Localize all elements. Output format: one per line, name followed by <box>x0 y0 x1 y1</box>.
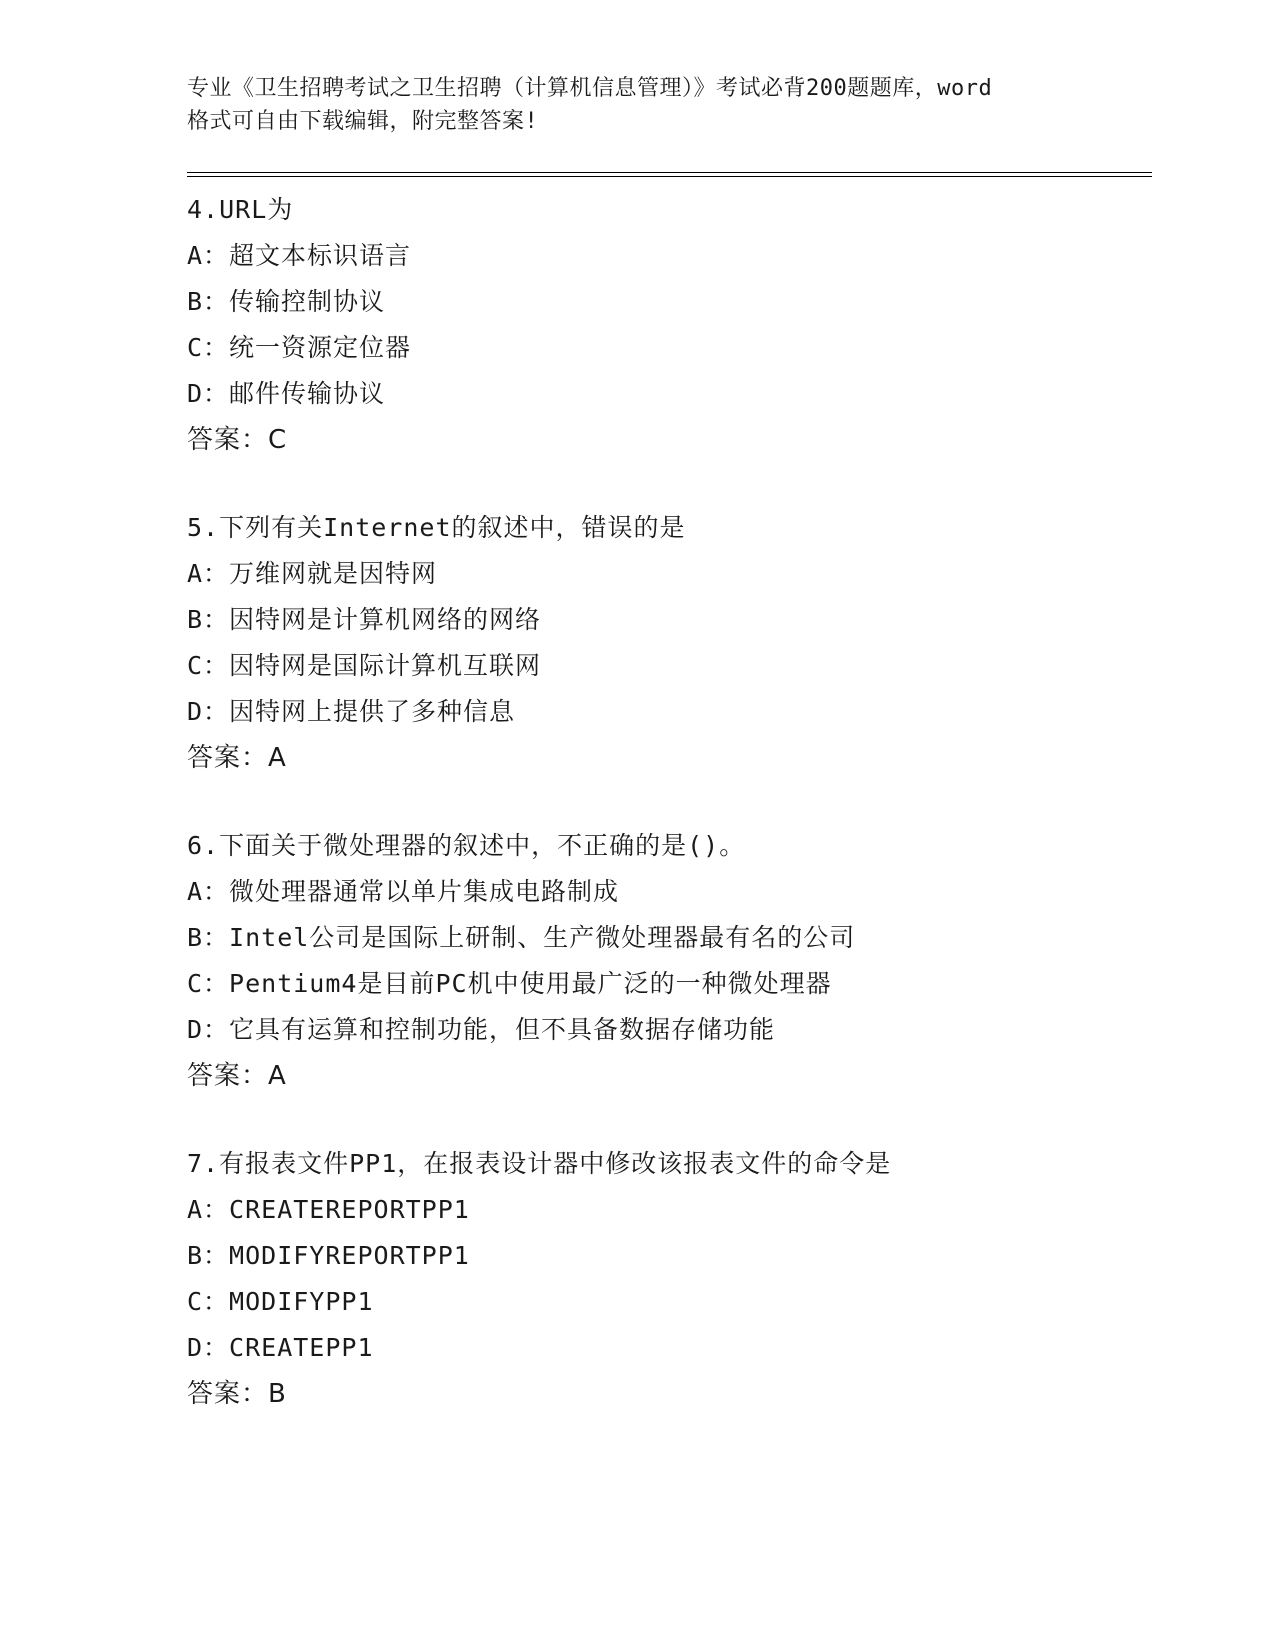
question-stem: 4.URL为 <box>187 195 294 224</box>
option-a: A：CREATEREPORTPP1 <box>187 1195 470 1224</box>
answer-line: 答案：B <box>187 1379 287 1409</box>
option-b: B：传输控制协议 <box>187 287 386 316</box>
document-page <box>187 72 1152 1459</box>
document-header <box>187 72 1087 138</box>
option-d: D：邮件传输协议 <box>187 379 386 408</box>
question-6 <box>187 823 1152 1099</box>
question-stem: 7.有报表文件PP1，在报表设计器中修改该报表文件的命令是 <box>187 1149 892 1178</box>
option-a: A：微处理器通常以单片集成电路制成 <box>187 877 620 906</box>
option-d: D：CREATEPP1 <box>187 1333 374 1362</box>
answer-line: 答案：A <box>187 743 287 773</box>
question-stem: 5.下列有关Internet的叙述中，错误的是 <box>187 513 686 542</box>
option-c: C：因特网是国际计算机互联网 <box>187 651 542 680</box>
question-stem: 6.下面关于微处理器的叙述中，不正确的是()。 <box>187 831 746 860</box>
option-d: D：它具有运算和控制功能，但不具备数据存储功能 <box>187 1015 776 1044</box>
option-d: D：因特网上提供了多种信息 <box>187 697 516 726</box>
question-list <box>187 187 1152 1417</box>
option-b: B：MODIFYREPORTPP1 <box>187 1241 470 1270</box>
question-5 <box>187 505 1152 781</box>
answer-line: 答案：A <box>187 1061 287 1091</box>
answer-line: 答案：C <box>187 425 288 455</box>
option-c: C：统一资源定位器 <box>187 333 412 362</box>
question-7 <box>187 1141 1152 1417</box>
header-divider <box>187 172 1152 177</box>
option-b: B：因特网是计算机网络的网络 <box>187 605 542 634</box>
option-c: C：Pentium4是目前PC机中使用最广泛的一种微处理器 <box>187 969 832 998</box>
option-a: A：万维网就是因特网 <box>187 559 438 588</box>
question-4 <box>187 187 1152 463</box>
option-c: C：MODIFYPP1 <box>187 1287 374 1316</box>
header-line-2: 格式可自由下载编辑，附完整答案! <box>187 109 539 134</box>
option-a: A：超文本标识语言 <box>187 241 412 270</box>
header-line-1: 专业《卫生招聘考试之卫生招聘（计算机信息管理）》考试必背200题题库，word <box>187 76 993 101</box>
option-b: B：Intel公司是国际上研制、生产微处理器最有名的公司 <box>187 923 856 952</box>
